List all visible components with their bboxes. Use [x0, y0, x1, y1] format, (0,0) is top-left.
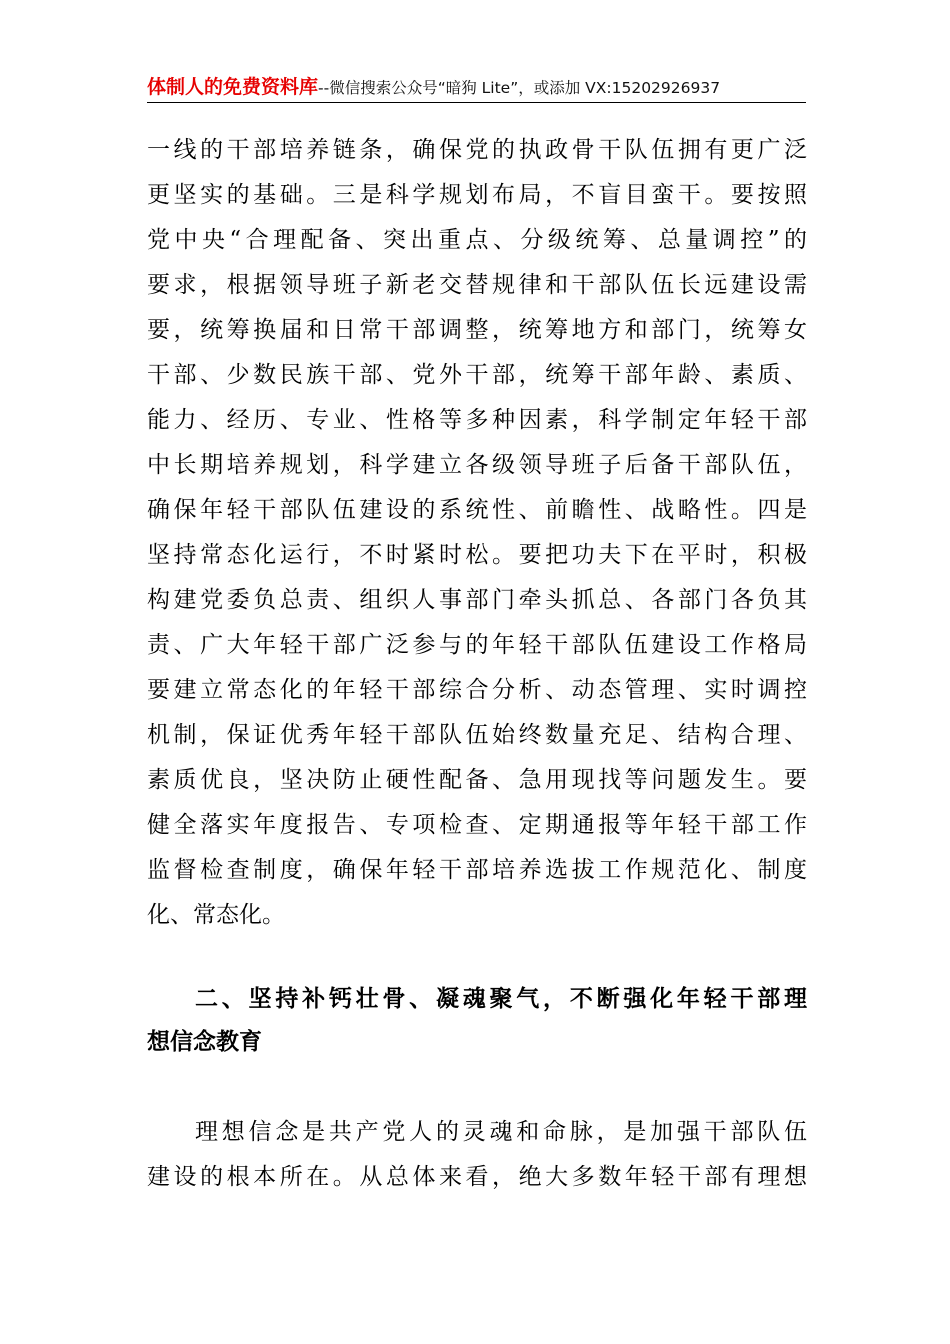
text-line: 构建党委负总责、组织人事部门牵头抓总、各部门各负其	[147, 587, 807, 613]
text-line: 素质优良，坚决防止硬性配备、急用现找等问题发生。要	[147, 767, 807, 793]
text-line: 监督检查制度，确保年轻干部培养选拔工作规范化、制度	[147, 857, 807, 883]
text-line: 能力、经历、专业、性格等多种因素，科学制定年轻干部	[147, 407, 807, 433]
text-line: 一线的干部培养链条，确保党的执政骨干队伍拥有更广泛	[147, 137, 807, 163]
text-line: 中长期培养规划，科学建立各级领导班子后备干部队伍，	[147, 452, 807, 478]
text-line: 确保年轻干部队伍建设的系统性、前瞻性、战略性。四是	[147, 497, 807, 523]
text-line: 建设的根本所在。从总体来看，绝大多数年轻干部有理想	[147, 1164, 807, 1190]
heading-line: 想信念教育	[147, 1029, 262, 1055]
header-divider	[147, 102, 806, 103]
text-line: 机制，保证优秀年轻干部队伍始终数量充足、结构合理、	[147, 722, 807, 748]
text-line: 要，统筹换届和日常干部调整，统筹地方和部门，统筹女	[147, 317, 807, 343]
heading-line: 二、坚持补钙壮骨、凝魂聚气，不断强化年轻干部理	[195, 986, 807, 1012]
text-line: 责、广大年轻干部广泛参与的年轻干部队伍建设工作格局	[147, 632, 807, 658]
header-brand: 体制人的免费资料库	[147, 76, 319, 98]
body-paragraph-2	[147, 1110, 807, 1200]
text-line: 更坚实的基础。三是科学规划布局，不盲目蛮干。要按照	[147, 182, 807, 208]
text-line: 理想信念是共产党人的灵魂和命脉，是加强干部队伍	[195, 1119, 807, 1145]
page-header	[147, 72, 807, 102]
header-contact-info: --微信搜索公众号“暗狗 Lite”，或添加 VX:15202926937	[318, 79, 721, 97]
text-line: 要求，根据领导班子新老交替规律和干部队伍长远建设需	[147, 272, 807, 298]
text-line: 化、常态化。	[147, 902, 285, 928]
section-heading	[147, 978, 807, 1064]
text-line: 要建立常态化的年轻干部综合分析、动态管理、实时调控	[147, 677, 807, 703]
text-line: 健全落实年度报告、专项检查、定期通报等年轻干部工作	[147, 812, 807, 838]
body-paragraph-1	[147, 128, 807, 938]
text-line: 坚持常态化运行，不时紧时松。要把功夫下在平时，积极	[147, 542, 807, 568]
text-line: 党中央“合理配备、突出重点、分级统筹、总量调控”的	[147, 227, 807, 253]
text-line: 干部、少数民族干部、党外干部，统筹干部年龄、素质、	[147, 362, 807, 388]
